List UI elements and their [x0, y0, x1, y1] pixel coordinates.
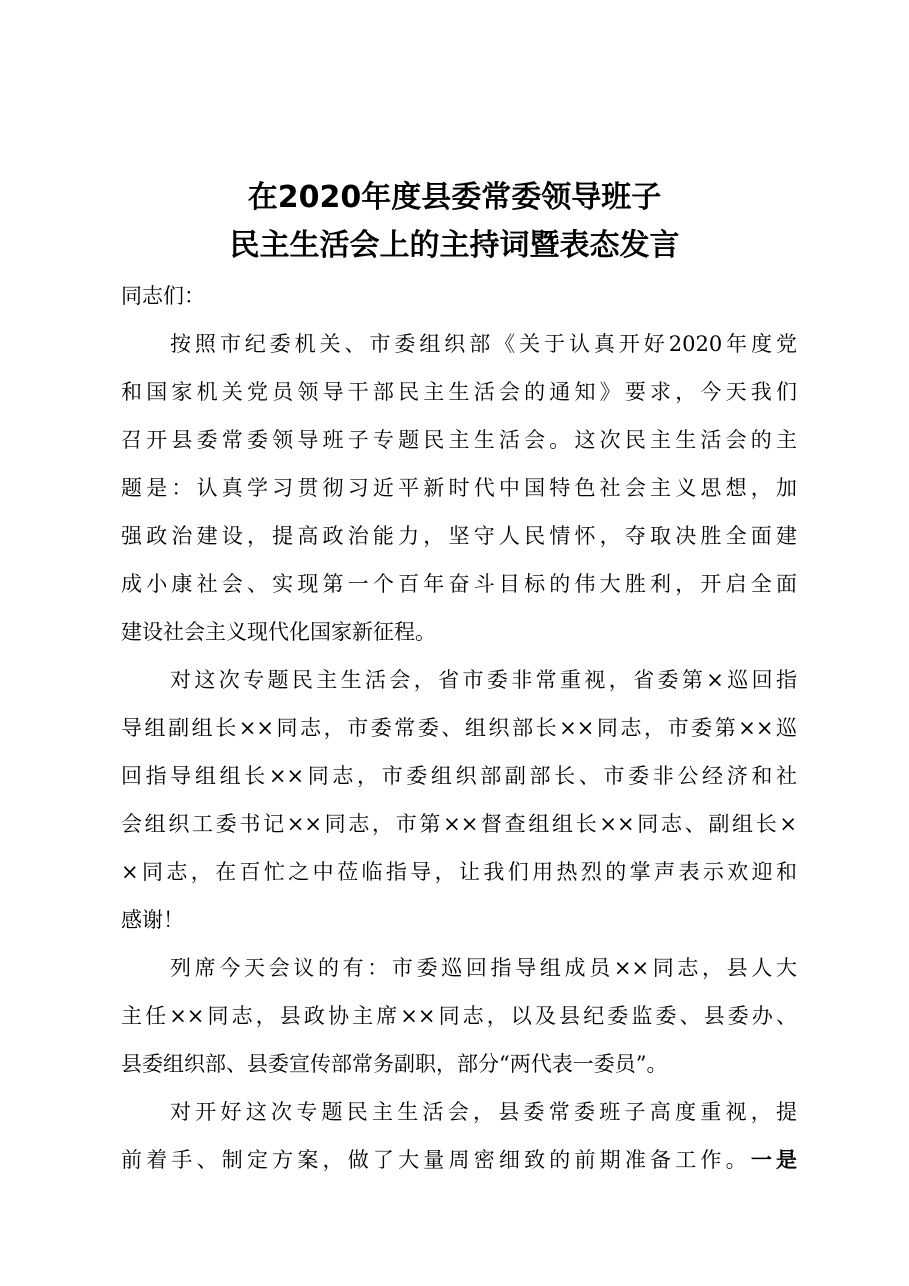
- paragraph-2-line-3: 回指导组组长××同志，市委组织部副部长、市委非公经济和社: [121, 764, 797, 788]
- paragraph-1-line-5: 强政治建设，提高政治能力，坚守人民情怀，夺取决胜全面建: [121, 524, 797, 548]
- paragraph-1-line-2: 和国家机关党员领导干部民主生活会的通知》要求，今天我们: [121, 380, 797, 404]
- paragraph-1-line-7: 建设社会主义现代化国家新征程。: [121, 620, 436, 644]
- paragraph-3-line-1: 列席今天会议的有：市委巡回指导组成员××同志，县人大: [170, 956, 797, 980]
- paragraph-2-line-6: 感谢！: [121, 908, 184, 932]
- document-title-line-2: 民主生活会上的主持词暨表态发言: [229, 228, 680, 263]
- paragraph-4-line-2-text: 前着手、制定方案，做了大量周密细致的前期准备工作。: [121, 1148, 751, 1172]
- paragraph-2-line-4: 会组织工委书记××同志，市第××督查组组长××同志、副组长×: [121, 812, 797, 836]
- paragraph-4-line-1: 对开好这次专题民主生活会，县委常委班子高度重视，提: [170, 1100, 797, 1124]
- document-title-line-1: 在2020年度县委常委领导班子: [247, 180, 662, 215]
- paragraph-4-bold-emphasis: 一是: [750, 1147, 798, 1172]
- paragraph-1-line-1: 按照市纪委机关、市委组织部《关于认真开好2020年度党: [170, 332, 797, 356]
- paragraph-2-line-5: ×同志，在百忙之中莅临指导，让我们用热烈的掌声表示欢迎和: [121, 860, 797, 884]
- paragraph-3-line-3: 县委组织部、县委宣传部常务副职，部分“两代表一委员”。: [121, 1052, 668, 1076]
- paragraph-2-line-2: 导组副组长××同志，市委常委、组织部长××同志，市委第××巡: [121, 716, 797, 740]
- paragraph-2-line-1: 对这次专题民主生活会，省市委非常重视，省委第×巡回指: [170, 668, 797, 692]
- paragraph-1-line-3: 召开县委常委领导班子专题民主生活会。这次民主生活会的主: [121, 428, 797, 452]
- paragraph-1-line-6: 成小康社会、实现第一个百年奋斗目标的伟大胜利，开启全面: [121, 572, 797, 596]
- paragraph-3-line-2: 主任××同志，县政协主席××同志，以及县纪委监委、县委办、: [121, 1004, 797, 1028]
- salutation: 同志们：: [121, 284, 205, 308]
- paragraph-4-line-2: [121, 1146, 797, 1174]
- paragraph-1-line-4: 题是：认真学习贯彻习近平新时代中国特色社会主义思想，加: [121, 476, 797, 500]
